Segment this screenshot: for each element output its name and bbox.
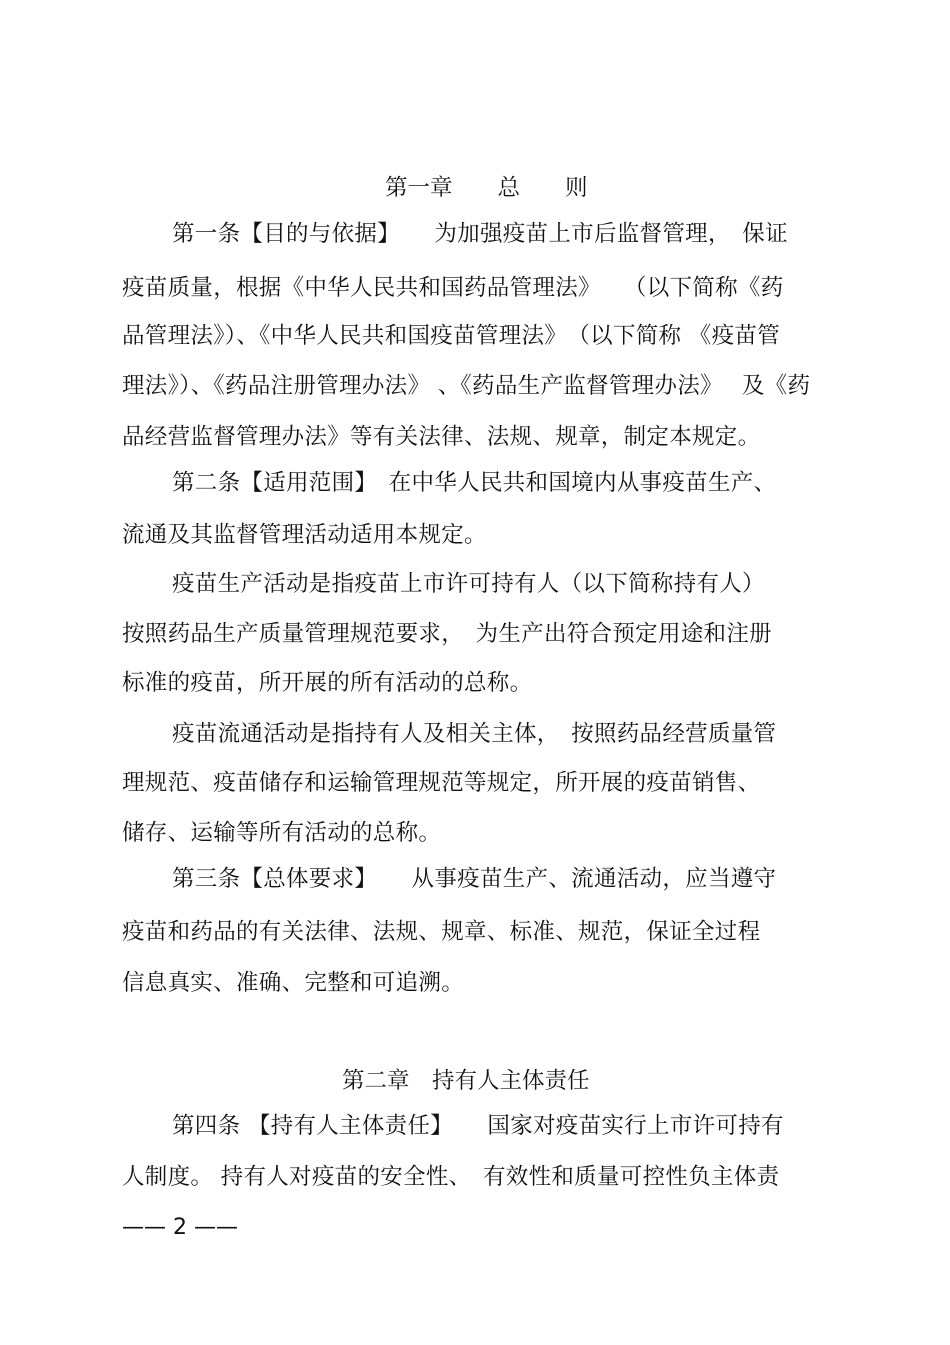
paragraph-line: 按照药品生产质量管理规范要求， 为生产出符合预定用途和注册 <box>122 621 772 647</box>
paragraph-line: 信息真实、准确、完整和可追溯。 <box>122 970 465 996</box>
paragraph-line: 第一条【目的与依据】 为加强疫苗上市后监督管理， 保证 <box>172 221 788 247</box>
paragraph-line: 理法》）、《药品注册管理办法》 、《药品生产监督管理办法》 及《药 <box>122 373 811 399</box>
paragraph-line: 疫苗质量，根据《中华人民共和国药品管理法》 （以下简称《药 <box>122 275 784 301</box>
paragraph-line: 人制度。 持有人对疫苗的安全性、 有效性和质量可控性负主体责 <box>122 1164 780 1190</box>
paragraph-line: 品经营监督管理办法》等有关法律、法规、规章，制定本规定。 <box>122 424 761 450</box>
page-number: —— 2 —— <box>122 1215 238 1240</box>
paragraph-line: 第二条【适用范围】 在中华人民共和国境内从事疫苗生产、 <box>172 470 777 496</box>
paragraph-line: 流通及其监督管理活动适用本规定。 <box>122 522 487 548</box>
paragraph-line: 第三条【总体要求】 从事疫苗生产、流通活动，应当遵守 <box>172 866 777 892</box>
chapter-2-heading: 第二章 持有人主体责任 <box>342 1068 590 1094</box>
paragraph-line: 品管理法》）、《中华人民共和国疫苗管理法》 （以下简称 《疫苗管 <box>122 323 781 349</box>
paragraph-line: 标准的疫苗，所开展的所有活动的总称。 <box>122 670 533 696</box>
chapter-1-heading: 第一章 总 则 <box>385 175 588 201</box>
paragraph-line: 储存、运输等所有活动的总称。 <box>122 820 442 846</box>
paragraph-line: 疫苗生产活动是指疫苗上市许可持有人（以下简称持有人） <box>172 571 765 597</box>
paragraph-line: 疫苗和药品的有关法律、法规、规章、标准、规范，保证全过程 <box>122 919 761 945</box>
paragraph-line: 理规范、疫苗储存和运输管理规范等规定，所开展的疫苗销售、 <box>122 770 761 796</box>
paragraph-line: 疫苗流通活动是指持有人及相关主体， 按照药品经营质量管 <box>172 721 777 747</box>
paragraph-line: 第四条 【持有人主体责任】 国家对疫苗实行上市许可持有 <box>172 1113 784 1139</box>
